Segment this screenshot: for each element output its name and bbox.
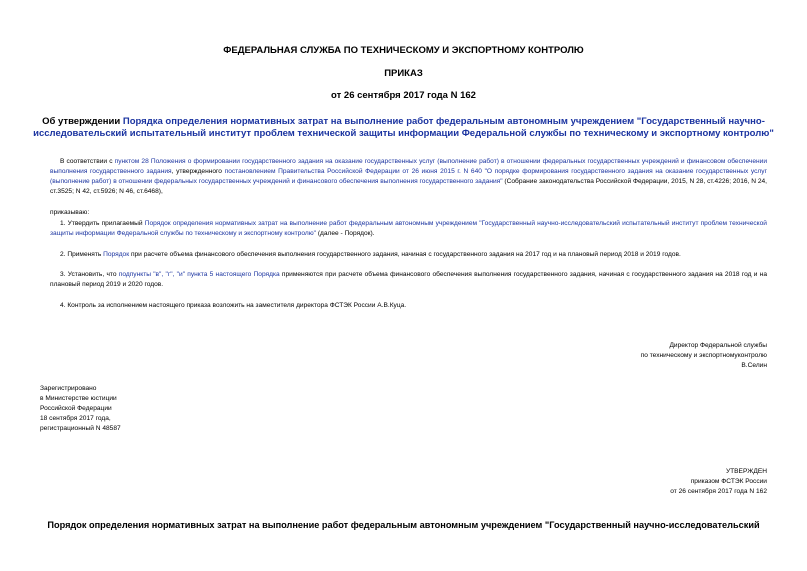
registration-line-1: Зарегистрировано [40,385,97,392]
order-title-prefix: Об утверждении [42,116,123,127]
issuing-authority: ФЕДЕРАЛЬНАЯ СЛУЖБА ПО ТЕХНИЧЕСКОМУ И ЭКСПОРТНОМУ КОНТРОЛЮ [223,45,584,56]
approval-block [467,467,767,497]
signature-position: Директор Федеральной службы [669,342,767,349]
approval-date: от 26 сентября 2017 года N 162 [670,488,767,495]
preamble-paragraph [50,157,767,197]
order-title [20,116,787,140]
signature-block [467,341,767,371]
signature-name: В.Селин [741,362,767,369]
item-3-paragraph [50,270,767,290]
item-2-suffix: при расчете объема финансового обеспечения выполнения государственного задания, начиная с государственного задания на 2017 год и на плановый период 2018 и 2019 годов. [129,251,681,258]
procedure-short-link[interactable]: Порядок [103,251,130,258]
order-title-link[interactable]: Порядка определения нормативных затрат на выполнение работ федеральным автономным учреждением "Государственный научно-исследовательский испытательный институт проблем технической защиты информации Федеральной службы по техническому и экспортному контролю" [33,116,774,139]
item-3-text: 3. Установить, что [60,271,119,278]
registration-line-5: регистрационный N 48587 [40,425,121,432]
item-1-text: 1. Утвердить прилагаемый [60,220,145,227]
approval-order: приказом ФСТЭК России [690,478,767,485]
item-2-text: 2. Применять [60,251,104,258]
government-decree-link[interactable]: постановлением Правительства Российской Федерации от 26 июня 2015 г. N 640 "О порядке формирования государственного задания на оказание государственных услуг (выполнение работ) в отношении федеральных государственных учреждений и финансового обеспечения выполнения государственного задания" [50,168,767,185]
order-word: приказываю: [50,209,90,216]
item-1-paragraph [50,219,767,239]
subclauses-link[interactable]: подпункты "в", "г", "и" пункта 5 настоящего Порядка [118,271,280,278]
preamble-text-2: , утвержденного [171,168,225,175]
document-type: ПРИКАЗ [384,68,423,79]
preamble-text-3: (Собрание законодательства Российской Федерации, 2015, N 28, ст.4226; 2016, N 24, ст.3525; N 42, ст.5926; N 46, ст.6468), [50,178,767,195]
signature-service: по техническому и экспортномуконтролю [640,352,767,359]
item-1-suffix: (далее - Порядок). [315,230,375,237]
procedure-heading: Порядок определения нормативных затрат на выполнение работ федеральным автономным учреждением "Государственный научно-исследовательский [47,520,760,530]
registration-line-4: 18 сентября 2017 года, [40,415,111,422]
registration-block [40,384,340,434]
procedure-link[interactable]: Порядок определения нормативных затрат на выполнение работ федеральным автономным учреждением "Государственный научно-исследовательский испытательный институт проблем технической защиты информации Федеральной службы по техническому и экспортному контролю" [50,220,767,237]
item-4-paragraph: 4. Контроль за исполнением настоящего приказа возложить на заместителя директора ФСТЭК России А.В.Куца. [60,302,407,309]
item-2-paragraph [50,250,767,260]
approval-label: УТВЕРЖДЕН [725,468,767,475]
item-3-suffix: применяются при расчете объема финансового обеспечения выполнения государственного задания, начиная с государственного задания на 2018 год и на плановый период 2019 и 2020 годов. [50,271,767,288]
preamble-text-1: В соответствии с [60,158,115,165]
document-date-number: от 26 сентября 2017 года N 162 [331,90,476,101]
registration-line-3: Российской Федерации [40,405,112,412]
registration-line-2: в Министерстве юстиции [40,395,117,402]
regulation-link[interactable]: пунктом 28 Положения о формировании государственного задания на оказание государственных услуг (выполнение работ) в отношении федеральных государственных учреждений и финансовом обеспечении выполнения государственного задания [50,158,768,175]
